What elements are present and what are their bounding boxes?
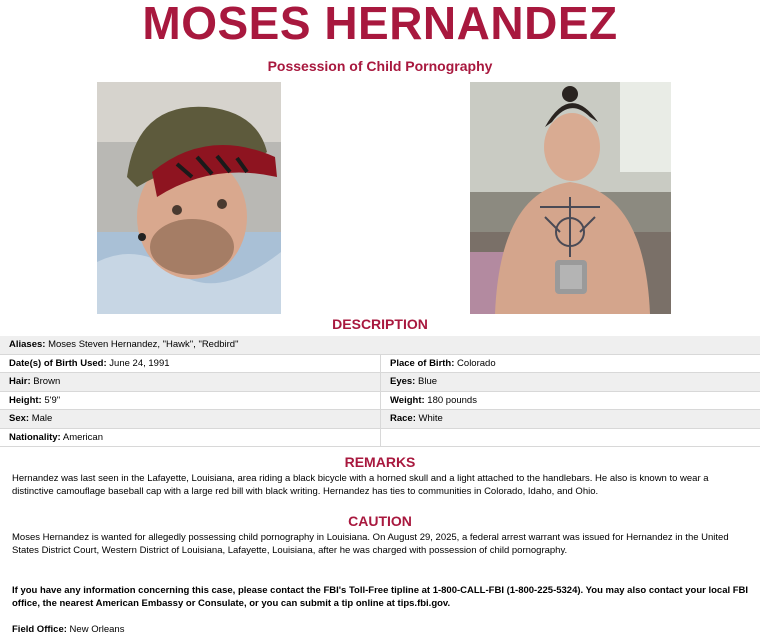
weight-value: 180 pounds xyxy=(427,394,477,406)
race-label: Race: xyxy=(390,413,416,424)
race-value: White xyxy=(418,413,443,424)
field-office xyxy=(12,624,752,637)
field-office-label: Field Office: xyxy=(12,624,67,635)
nationality-label: Nationality: xyxy=(9,431,61,443)
table-row xyxy=(0,429,760,448)
birthplace-value: Colorado xyxy=(457,357,496,369)
aliases-value: Moses Steven Hernandez, "Hawk", "Redbird" xyxy=(48,339,239,350)
caution-heading: CAUTION xyxy=(348,513,412,529)
remarks-text: Hernandez was last seen in the Lafayette, Louisiana, area riding a black bicycle with a horned skull and a light attached to the handlebars. He also is known to wear a distinctive camouflage baseball cap with a large red bill with black writing. Hernandez has ties to communities in Colorado, Idaho, and Ohio. xyxy=(12,473,709,497)
hair-label: Hair: xyxy=(9,376,31,387)
sex-label: Sex: xyxy=(9,413,30,424)
eyes-value: Blue xyxy=(418,376,438,387)
contact-text: If you have any information concerning this case, please contact the FBI's Toll-Free tipline at 1-800-CALL-FBI (1-800-225-5324). You may also contact your local FBI office, the nearest American Embassy or Consulate, or you can submit a tip online at tips.fbi.gov. xyxy=(12,585,749,609)
table-row xyxy=(0,410,760,429)
height-label: Height: xyxy=(9,394,42,406)
aliases-row xyxy=(0,336,760,355)
birthplace-label: Place of Birth: xyxy=(390,357,455,369)
weight-label: Weight: xyxy=(390,394,425,406)
wanted-name-title: MOSES HERNANDEZ xyxy=(142,0,618,49)
eyes-label: Eyes: xyxy=(390,376,416,387)
nationality-value: American xyxy=(62,431,103,443)
hair-value: Brown xyxy=(33,376,61,387)
suspect-photo-tattoo xyxy=(470,82,671,314)
suspect-photo-cap xyxy=(97,82,281,314)
sex-value: Male xyxy=(31,413,53,424)
description-heading: DESCRIPTION xyxy=(332,316,428,332)
table-row xyxy=(0,355,760,374)
remarks-heading: REMARKS xyxy=(344,454,416,470)
field-office-value: New Orleans xyxy=(69,624,125,635)
table-row xyxy=(0,392,760,411)
caution-text: Moses Hernandez is wanted for allegedly possessing child pornography in Louisiana. On August 29, 2025, a federal arrest warrant was issued for Hernandez in the United States District Court, Western District of Louisiana, Lafayette, Louisiana, after he was charged with possession of child pornography. xyxy=(12,532,729,556)
description-table xyxy=(0,336,760,447)
dob-label: Date(s) of Birth Used: xyxy=(9,357,107,369)
charge-subtitle: Possession of Child Pornography xyxy=(267,58,493,74)
aliases-label: Aliases: xyxy=(9,339,46,350)
table-row xyxy=(0,373,760,392)
dob-value: June 24, 1991 xyxy=(109,357,170,369)
height-value: 5'9" xyxy=(44,394,61,406)
